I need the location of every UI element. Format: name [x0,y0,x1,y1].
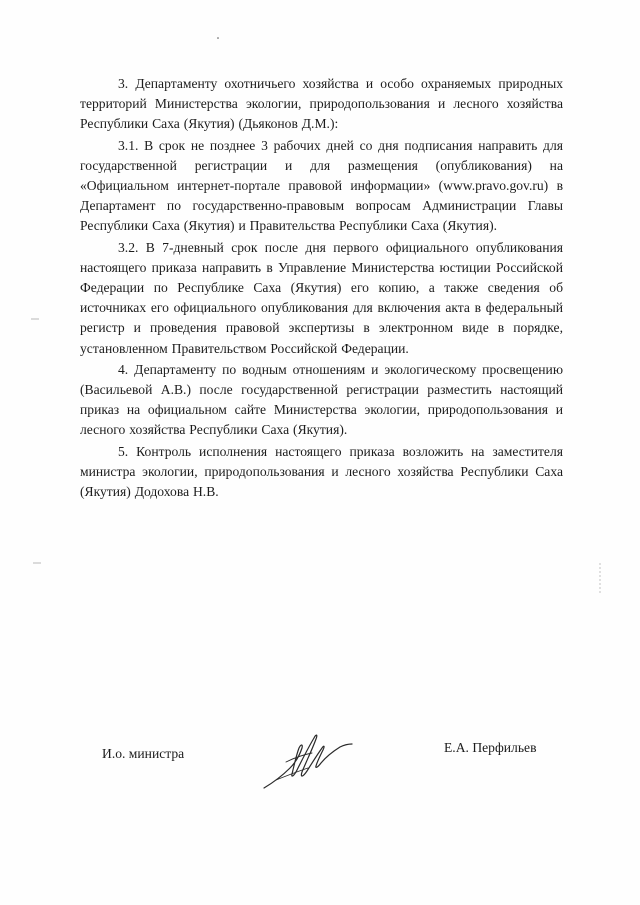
paragraph-4: 4. Департаменту по водным отношениям и экологическому просвещению (Васильевой А.В.) после государственной регистрации разместить настоящий приказ на официальном сайте Министерства экологии, природопользования и лесного хозяйства Республики Саха (Якутия). [80,361,563,438]
signatory-name: Е.А. Перфильев [444,740,537,755]
document-body [80,74,563,503]
handwritten-signature [256,722,356,794]
paragraph-3-2: 3.2. В 7-дневный срок после дня первого официального опубликования настоящего приказа направить в Управление Министерства юстиции Российской Федерации по Республике Саха (Якутия) его копию, а также сведения об источниках его официального опубликования для включения акта в федеральный регистр и проведения правовой экспертизы в электронном виде в порядке, установленном Правительством Российской Федерации. [80,239,563,356]
signatory-title: И.о. министра [102,746,185,761]
paragraph-3-1: 3.1. В срок не позднее 3 рабочих дней со дня подписания направить для государственной регистрации и для размещения (опубликования) на «Официальном интернет-портале правовой информации» (www.pravo.gov.ru) в Департамент по государственно-правовым вопросам Администрации Главы Республики Саха (Якутия) и Правительства Республики Саха (Якутия). [80,137,563,234]
scan-speck [215,36,221,40]
scan-edge-line [598,562,602,596]
scan-speck [32,560,42,566]
paragraph-3: 3. Департаменту охотничьего хозяйства и особо охраняемых природных территорий Министерства экологии, природопользования и лесного хозяйства Республики Саха (Якутия) (Дьяконов Д.М.): [80,76,563,132]
scan-speck [30,316,40,322]
paragraph-5: 5. Контроль исполнения настоящего приказа возложить на заместителя министра экологии, природопользования и лесного хозяйства Республики Саха (Якутия) Додохова Н.В. [80,443,563,500]
